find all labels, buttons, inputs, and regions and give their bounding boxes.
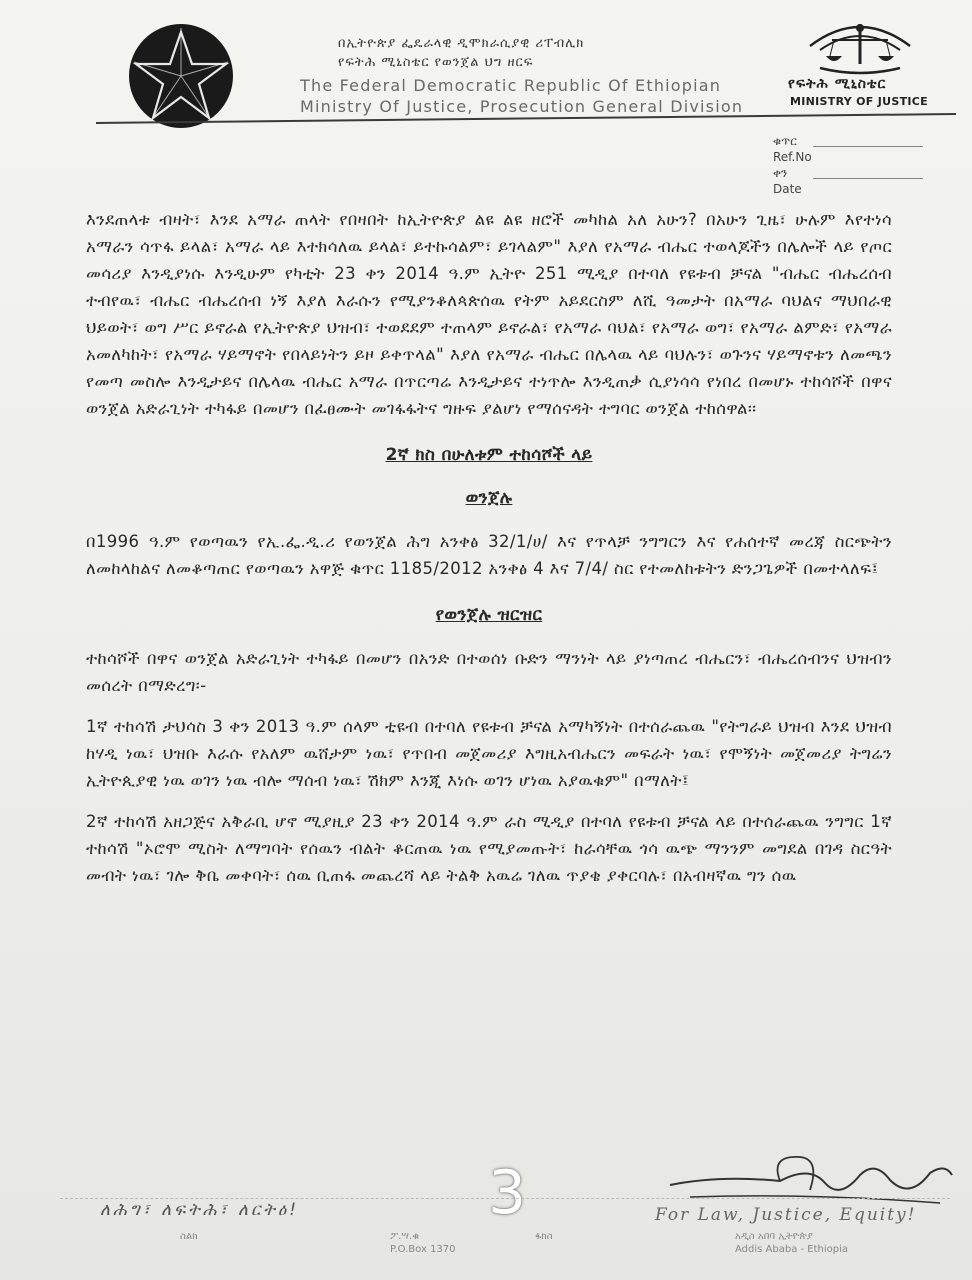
letterhead-text: [300, 34, 770, 117]
paragraph-5: 2ኛ ተከሳሽ አዘጋጅና አቅራቢ ሆኖ ሚያዚያ 23 ቀን 2014 ዓ.ም ራስ ሚዲያ በተባለ የዩቱብ ቻናል ላይ በተሰራጨዉ ንግግር 1ኛ ተከሳሽ "ኦሮሞ ሚስት ለማግባት የሰዉን ብልት ቆርጠዉ ነዉ የሚያመጡት፣ ከራሳቸዉ ጎሳ ዉጭ ማንንም መግደል በገዳ ስርዓት መብት ነዉ፣ ገሎ ቅቤ መቀባት፣ ሰዉ ቢጠፋ መጨረሻ ላይ ትልቅ አዉሬ ገለዉ ጥያቄ ያቀርባሉ፣ በአብዛኛዉ ግን ሰዉ: [86, 812, 892, 885]
date-amharic-row: ቀን: [773, 165, 933, 181]
reference-block: [773, 133, 933, 197]
paragraph-2: በ1996 ዓ.ም የወጣዉን የኢ.ፌ.ዲ.ሪ የወንጀል ሕግ አንቀፅ 32/1/ሀ/ እና የጥላቻ ንግግርን እና የሐሰተኛ መረጃ ስርጭትን ለመከላከልና ለመቆጣጠር የወጣዉን አዋጅ ቁጥር 1185/2012 አንቀፅ 4 እና 7/4/ ስር የተመለከቱትን ድንጋጌዎች በመተላለፍ፤: [86, 532, 892, 578]
charge-2-heading: 2ኛ ክስ በሁለቱም ተከሳሾች ላይ: [385, 445, 593, 465]
footer-address: አዲስ አበባ ኢትዮጵያ Addis Ababa - Ethiopia: [735, 1231, 849, 1255]
ref-no-row: Ref.No: [773, 150, 812, 164]
letterhead-english-line-2: Ministry Of Justice, Prosecution General Division: [300, 97, 744, 116]
letterhead-amharic-line-1: በኢትዮጵያ ፌዴራላዊ ዲሞክራሲያዊ ሪፐብሊክ: [338, 36, 585, 51]
footer-pobox: ፖ.ሣ.ቁ P.O.Box 1370: [390, 1231, 456, 1255]
footer-phone: ስልክ: [180, 1231, 198, 1242]
ministry-of-justice-logo-icon: [800, 16, 920, 78]
footer-fax: ፋክስ: [535, 1231, 553, 1242]
ethiopian-emblem-icon: [126, 22, 236, 130]
ref-amharic-row: ቁጥር: [773, 133, 933, 149]
footer-amharic-motto: ለሕግ፣ ለፍትሕ፣ ለርትዕ!: [100, 1200, 300, 1220]
paragraph-4: 1ኛ ተከሳሽ ታህሳስ 3 ቀን 2013 ዓ.ም ሰላም ቲዩብ በተባለ የዩቱብ ቻናል አማካኝነት በተሰራጨዉ "የትግራይ ህዝብ እንደ ህዝብ ከሃዲ ነዉ፣ ህዝቡ እራሱ የአለም ዉሸታም ነዉ፣ የጥበብ መጀመሪያ እግዚአብሔርን መፍራት ነዉ፣ የሞኝነት መጀመሪያ ትግሬን ኢትዮጲያዊ ነዉ ወገን ነዉ ብሎ ማሰብ ነዉ፣ ሽክም እንጂ እነሱ ወገን ሆነዉ አያዉቁም" በማለት፤: [86, 717, 892, 790]
letterhead-english-line-1: The Federal Democratic Republic Of Ethiopian: [300, 76, 722, 95]
logo-english-label: MINISTRY OF JUSTICE: [790, 95, 928, 108]
paragraph-3: ተከሳሾች በዋና ወንጀል አድራጊነት ተካፋይ በመሆን በአንድ በተወሰነ ቡድን ማንነት ላይ ያነጣጠረ ብሔርን፣ ብሔረሰብንና ህዝብን መሰረት በማድረግ፡-: [86, 649, 892, 695]
crime-heading: ወንጀሉ: [465, 488, 513, 508]
page-number: 3: [488, 1158, 527, 1228]
date-row: Date: [773, 182, 802, 196]
footer-english-motto: For Law, Justice, Equity!: [655, 1205, 917, 1225]
crime-details-heading: የወንጀሉ ዝርዝር: [435, 605, 543, 625]
letterhead-amharic-line-2: የፍትሕ ሚኒስቴር የወንጀል ህግ ዘርፍ: [338, 55, 534, 70]
document-body: [86, 206, 892, 903]
footer-divider: [60, 1198, 950, 1199]
logo-amharic-label: የፍትሕ ሚኒስቴር: [788, 76, 887, 92]
paragraph-1: እንደጠላቱ ብዛት፣ እንደ አማራ ጠላት የበዛበት ከኢትዮጵያ ልዩ ልዩ ዘሮች መካከል አለ አሁን? በአሁን ጊዜ፣ ሁሉም እየተነሳ አማራን ሳጥፋ ይላል፣ አማራ ላይ እተክሳለዉ ይላል፣ ይተኩሳልም፣ ይገላልም" እያለ የአማራ ብሔር ተወላጆችን በሌሎች ላይ የጦር መሳሪያ እንዲያነሱ እንዲሁም የካቲት 23 ቀን 2014 ዓ.ም ኢትዮ 251 ሚዲያ በተባለ የዩቱብ ቻናል "ብሔር ብሔረሰብ ተብየዉ፣ ብሔር ብሔረሰብ ነኝ እያለ እራሱን የሚያንቆለጳጵሰዉ የትም አይደርስም ለሺ ዓመታት በአማራ ባህልና ማህበራዊ ህይወት፣ ወግ ሥር ይኖራል የኢትዮጵያ ህዝብ፣ ተወደደም ተጠላም ይኖራል፣ የአማራ ባህል፣ የአማራ ወግ፣ የአማራ ልምድ፣ የአማራ አመለካከት፣ የአማራ ሃይማኖት የበላይነትን ይዞ ይቀጥላል" እያለ የአማራ ብሔር በሌላዉ ላይ ባህሉን፣ ወጉንና ሃይማኖቱን ለመጫን የመጣ መስሎ እንዲታይና በሌላዉ ብሔር አማራ በጥርጣሬ እንዲታይና ተነጥሎ እንዲጠቃ ሲያነሳሳ የነበረ በመሆኑ ተከሳሾች በዋና ወንጀል አድራጊነት ተካፋይ በመሆን በፈፀሙት መገፋፋትና ግዙፍ ያልሆነ የማሰናዳት ተግባር ወንጀል ተከሰዋል፡፡: [86, 210, 892, 418]
